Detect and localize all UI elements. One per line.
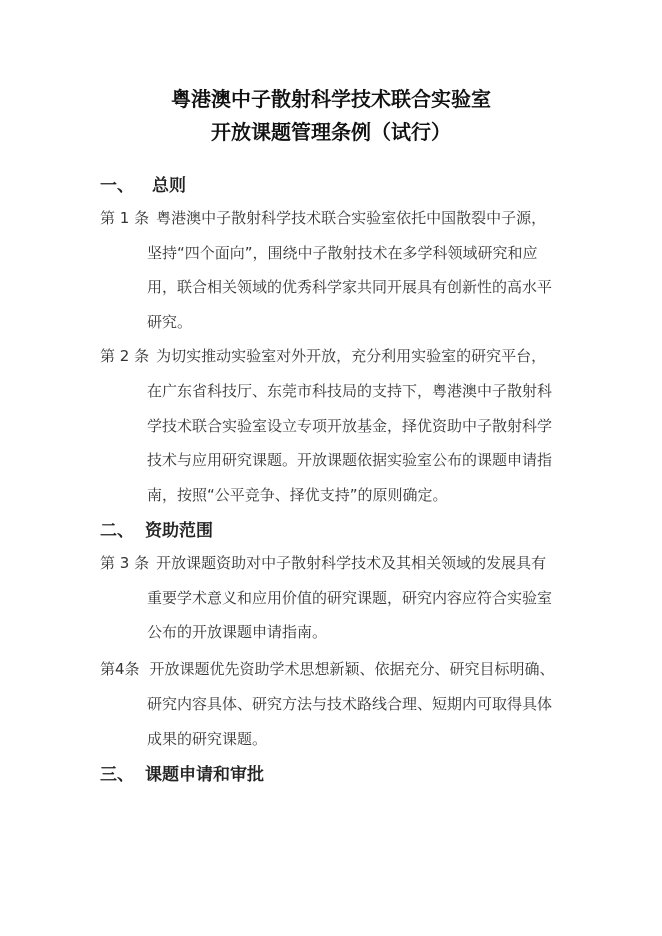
article-text: 开放课题优先资助学术思想新颖、依据充分、研究目标明确、	[149, 660, 555, 678]
section-heading-3	[100, 764, 264, 786]
article-2-line-5: 南，按照“公平竞争、择优支持”的原则确定。	[147, 486, 448, 504]
article-4-line-2: 研究内容具体、研究方法与技术路线合理、短期内可取得具体	[147, 695, 553, 713]
section-title: 总则	[152, 176, 186, 196]
article-4-line-1	[100, 659, 555, 679]
section-number: 二、	[100, 521, 134, 541]
article-label: 第 1 条	[100, 209, 150, 227]
article-2-line-3: 学技术联合实验室设立专项开放基金，择优资助中子散射科学	[147, 417, 553, 435]
section-heading-1	[100, 175, 186, 197]
article-text: 开放课题资助对中子散射科学技术及其相关领域的发展具有	[156, 554, 547, 572]
article-1-line-3: 用，联合相关领域的优秀科学家共同开展具有创新性的高水平	[147, 278, 553, 296]
article-2-line-4: 技术与应用研究课题。开放课题依据实验室公布的课题申请指	[147, 451, 553, 469]
article-label: 第 3 条	[100, 554, 150, 572]
section-title: 课题申请和审批	[145, 765, 264, 785]
document-title-line-1: 粤港澳中子散射科学技术联合实验室	[171, 87, 491, 111]
article-2-line-1	[100, 346, 546, 366]
article-label: 第4条	[100, 660, 140, 678]
article-3-line-1	[100, 553, 546, 573]
section-heading-2	[100, 520, 213, 542]
article-text: 粤港澳中子散射科学技术联合实验室依托中国散裂中子源，	[156, 209, 547, 227]
article-label: 第 2 条	[100, 347, 150, 365]
article-3-line-3: 公布的开放课题申请指南。	[147, 623, 328, 641]
article-3-line-2: 重要学术意义和应用价值的研究课题，研究内容应符合实验室	[147, 589, 553, 607]
article-1-line-1	[100, 208, 546, 228]
article-1-line-2: 坚持“四个面向”，围绕中子散射技术在多学科领域研究和应	[147, 244, 538, 262]
document-title-line-2: 开放课题管理条例（试行）	[211, 120, 451, 144]
article-2-line-2: 在广东省科技厅、东莞市科技局的支持下，粤港澳中子散射科	[147, 382, 553, 400]
article-text: 为切实推动实验室对外开放，充分利用实验室的研究平台，	[156, 347, 547, 365]
section-number: 一、	[100, 176, 134, 196]
article-1-line-4: 研究。	[147, 313, 193, 331]
article-4-line-3: 成果的研究课题。	[147, 730, 268, 748]
section-number: 三、	[100, 765, 134, 785]
section-title: 资助范围	[145, 521, 213, 541]
